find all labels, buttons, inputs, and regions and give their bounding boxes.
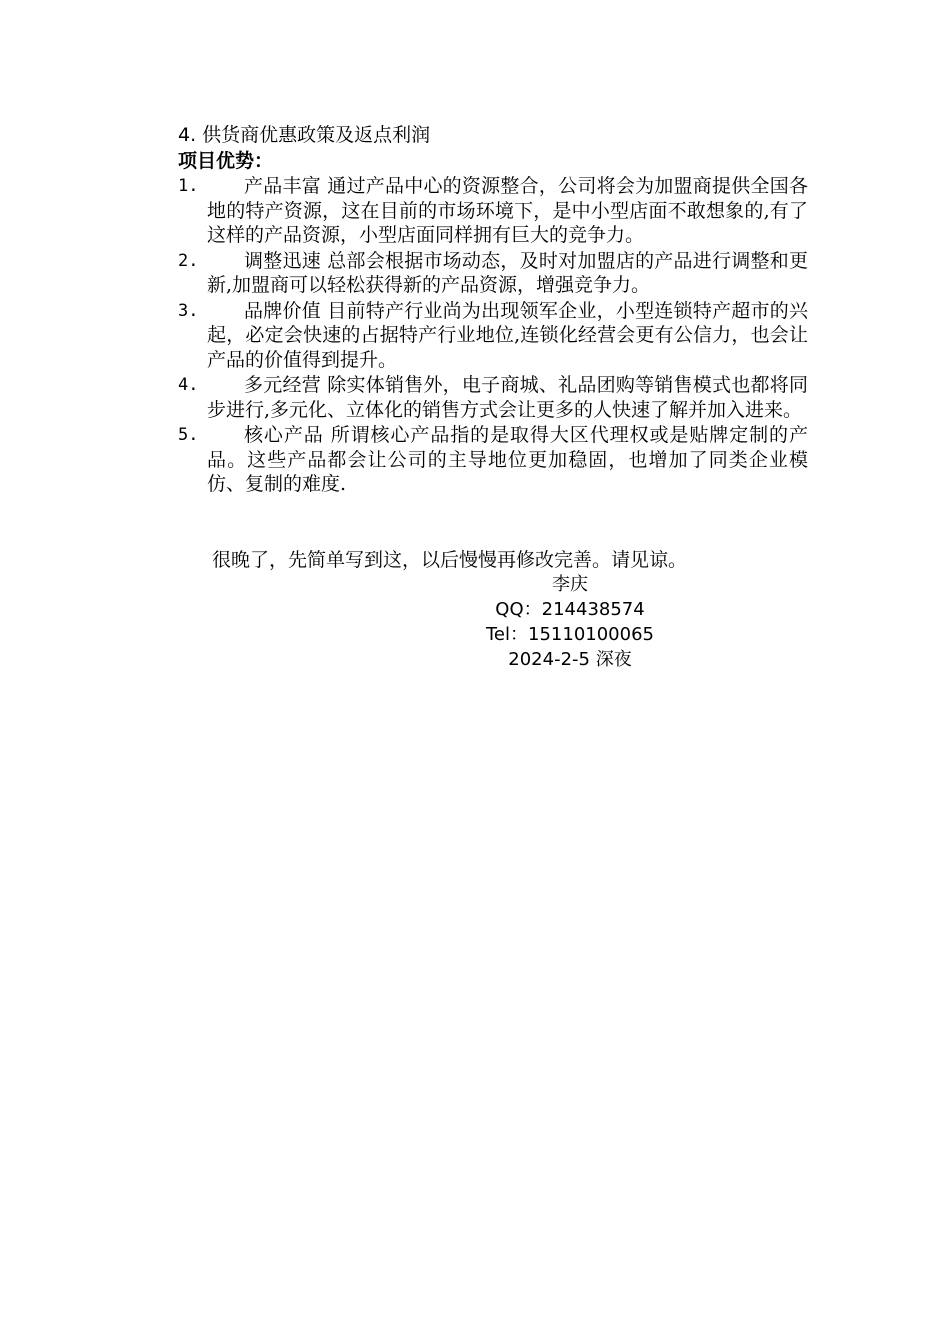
advantage-index: 5. — [178, 425, 199, 445]
advantage-title: 产品丰富 — [244, 175, 321, 197]
signature-name: 李庆 — [552, 574, 588, 595]
advantage-text: 除实体销售外，电子商城、礼品团购等销售模式也都将同步进行,多元化、立体化的销售方式会让更多的人快速了解并加入进来。 — [207, 374, 808, 421]
advantage-index: 1. — [178, 176, 199, 196]
closing-note: 很晚了，先简单写到这，以后慢慢再修改完善。请见谅。 — [212, 549, 688, 571]
advantage-title: 多元经营 — [244, 374, 321, 396]
advantage-index: 3. — [178, 300, 199, 321]
advantage-title: 调整迅速 — [244, 249, 321, 272]
section-heading: 项目优势： — [178, 150, 274, 172]
supplier-policy-line — [178, 122, 430, 148]
line-number: 4. — [178, 124, 197, 146]
advantage-text: 所谓核心产品指的是取得大区代理权或是贴牌定制的产品。这些产品都会让公司的主导地位更加稳固，也增加了同类企业模仿、复制的难度. — [207, 424, 808, 495]
advantage-text: 总部会根据市场动态，及时对加盟店的产品进行调整和更新,加盟商可以轻松获得新的产品资源，增强竞争力。 — [207, 249, 808, 296]
signature-qq: QQ：214438574 — [495, 599, 645, 620]
advantage-index: 2. — [178, 250, 199, 271]
advantages-list — [178, 174, 808, 498]
advantage-item — [178, 299, 808, 373]
advantage-item — [178, 249, 808, 298]
advantage-index: 4. — [178, 375, 199, 395]
advantage-title: 核心产品 — [244, 424, 324, 446]
advantage-text: 通过产品中心的资源整合，公司将会为加盟商提供全国各地的特产资源，这在目前的市场环境下，是中小型店面不敢想象的,有了这样的产品资源，小型店面同样拥有巨大的竞争力。 — [207, 175, 808, 246]
signature-date: 2024-2-5 深夜 — [508, 649, 632, 670]
line-text: 供货商优惠政策及返点利润 — [202, 124, 431, 146]
signature-tel: Tel：15110100065 — [486, 624, 654, 645]
advantage-item — [178, 373, 808, 422]
advantage-title: 品牌价值 — [244, 299, 321, 322]
advantage-item — [178, 174, 808, 248]
advantage-item — [178, 423, 808, 497]
advantage-text: 目前特产行业尚为出现领军企业，小型连锁特产超市的兴起，必定会快速的占据特产行业地位,连锁化经营会更有公信力，也会让产品的价值得到提升。 — [207, 299, 808, 371]
